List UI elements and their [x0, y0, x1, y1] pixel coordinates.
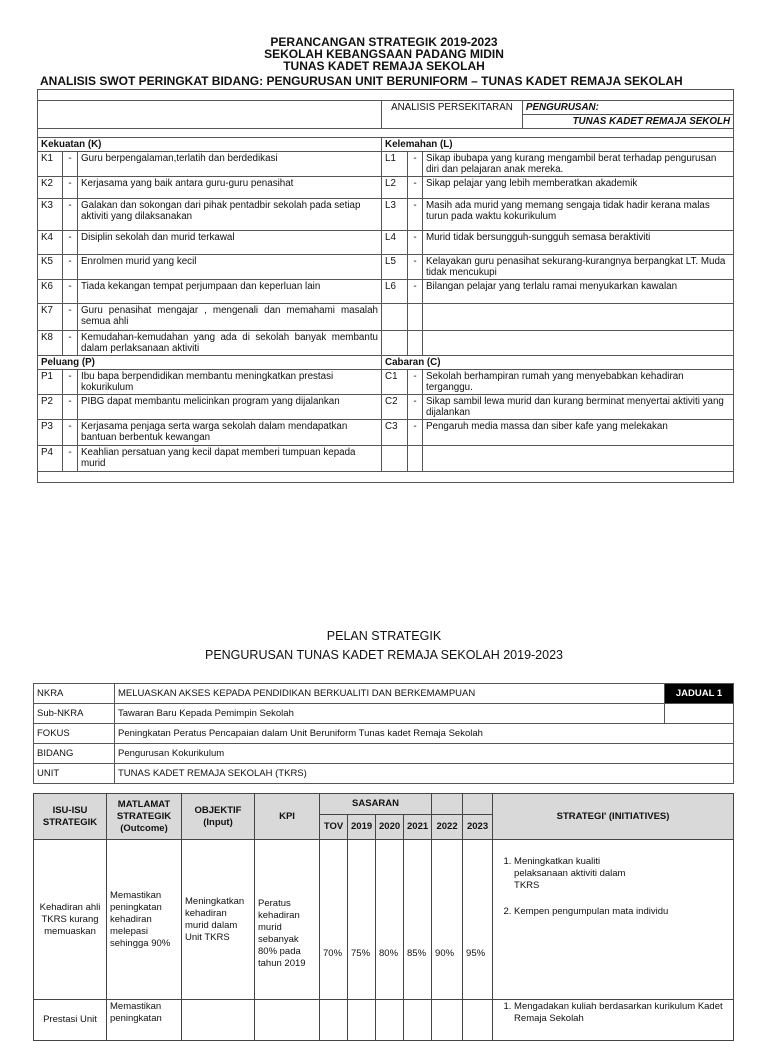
pelan-title: PELAN STRATEGIK	[326, 629, 442, 643]
swot-text: Kerjasama yang baik antara guru-guru penasihat	[78, 177, 382, 199]
kekuatan-title: Kekuatan (K)	[38, 138, 382, 152]
peluang-title: Peluang (P)	[38, 356, 382, 370]
strategi-item: 1. Meningkatkan kualiti pelaksanaan aktiviti dalam TKRS	[514, 856, 634, 892]
swot-table: ANALISIS PERSEKITARAN PENGURUSAN: TUNAS KADET REMAJA SEKOLH Kekuatan (K) Kelemahan (L) K1 - Guru berpengalaman,terlatih dan berdedikasi L1 - Sikap ibubapa yang kurang mengambil berat terhadap pengurusan diri dan pelajaran anak mereka. K2 - Kerjasama yang baik antara guru-guru penasihat L2 - Sikap pelajar yang lebih memberatkan akademik K3 - Galakan dan sokongan dari pihak pentadbir sekolah pada setiap aktiviti yang dilaksanakan L3 - Masih ada murid yang memang sengaja tidak hadir kerana malas turun pada waktu kokurikulum K4 - Disiplin sekolah dan murid terkawal L4 - Murid tidak bersungguh-sungguh semasa beraktiviti K5 - Enrolmen murid yang kecil L5 - Kelayakan guru penasihat sekurang-kurangnya berpangkat LT. Muda tidak mencukupi K6 - Tiada kekangan tempat perjumpaan dan keperluan lain L6 - Bilangan pelajar yang terlalu ramai menyukarkan kawalan K7 - Guru penasihat mengajar , mengenali dan memahami masalah semua ahli K8 - Kemudahan-kemudahan yang ada di sekolah banyak membantu dalam perlaksanaan aktiviti Peluang (P) Cabaran (C) P1 - Ibu bapa berpendidikan membantu meningkatkan prestasi kokurikulum C1 - Sekolah berhampiran rumah yang menyebabkan kehadiran terganggu. P2 - PIBG dapat membantu melicinkan program yang dijalankan C2 - Sikap sambil lewa murid dan kurang berminat menyertai aktiviti yang dijalankan P3 - Kerjasama penjaga serta warga sekolah dalam mendapatkan bantuan berbentuk kewangan C3 - Pengaruh media massa dan siber kafe yang melekakan P4 - Keahlian persatuan yang kecil dapat memberi tumpuan kepada murid	[37, 89, 734, 483]
swot-text: Kemudahan-kemudahan yang ada di sekolah banyak membantu dalam perlaksanaan aktiviti	[78, 331, 382, 356]
swot-text: Sekolah berhampiran rumah yang menyebabkan kehadiran terganggu.	[423, 370, 734, 395]
pengurusan-value: TUNAS KADET REMAJA SEKOLH	[522, 115, 733, 129]
swot-code: L2	[382, 177, 408, 199]
info-table	[33, 683, 734, 784]
year-col: 2023	[463, 815, 493, 840]
year-col: 2021	[404, 815, 432, 840]
swot-code: P3	[38, 420, 63, 446]
swot-text: Ibu bapa berpendidikan membantu meningkatkan prestasi kokurikulum	[78, 370, 382, 395]
plan-table	[33, 793, 734, 1041]
hdr-isu: ISU-ISU STRATEGIK	[34, 794, 107, 840]
swot-code: K5	[38, 255, 63, 280]
swot-text: Tiada kekangan tempat perjumpaan dan keperluan lain	[78, 280, 382, 304]
swot-text: Pengaruh media massa dan siber kafe yang melekakan	[423, 420, 734, 446]
jadual-badge: JADUAL 1	[665, 684, 734, 704]
swot-code: C2	[382, 395, 408, 420]
swot-text: Keahlian persatuan yang kecil dapat memberi tumpuan kepada murid	[78, 446, 382, 472]
hdr-kpi: KPI	[255, 794, 320, 840]
info-row: BIDANG Pengurusan Kokurikulum	[34, 744, 734, 764]
pelan-subtitle: PENGURUSAN TUNAS KADET REMAJA SEKOLAH 2019-2023	[204, 648, 563, 662]
swot-code: K3	[38, 199, 63, 231]
hdr-strategi: STRATEGI' (INITIATIVES)	[493, 794, 734, 840]
swot-code: K2	[38, 177, 63, 199]
swot-code: L3	[382, 199, 408, 231]
info-row: UNIT TUNAS KADET REMAJA SEKOLAH (TKRS)	[34, 764, 734, 784]
hdr-objektif: OBJEKTIF (Input)	[182, 794, 255, 840]
hdr-matlamat: MATLAMAT STRATEGIK (Outcome)	[107, 794, 182, 840]
kelemahan-title: Kelemahan (L)	[382, 138, 734, 152]
swot-code: P2	[38, 395, 63, 420]
doc-title-line4: ANALISIS SWOT PERINGKAT BIDANG: PENGURUSAN UNIT BERUNIFORM – TUNAS KADET REMAJA SEKOLAH	[40, 74, 683, 88]
swot-text: Galakan dan sokongan dari pihak pentadbir sekolah pada setiap aktiviti yang dilaksanakan	[78, 199, 382, 231]
plan-row: Prestasi Unit Memastikan peningkatan 1. Mengadakan kuliah berdasarkan kurikulum Kadet Remaja Sekolah	[34, 1000, 734, 1041]
pengurusan-label: PENGURUSAN:	[525, 102, 599, 113]
swot-code: K7	[38, 304, 63, 331]
info-row: NKRA MELUASKAN AKSES KEPADA PENDIDIKAN BERKUALITI DAN BERKEMAMPUAN JADUAL 1	[34, 684, 734, 704]
swot-code: K4	[38, 231, 63, 255]
analisis-label: ANALISIS PERSEKITARAN	[382, 101, 522, 115]
plan-row: Kehadiran ahli TKRS kurang memuaskan Memastikan peningkatan kehadiran melepasi sehingga 90% Meningkatkan kehadiran murid dalam Unit TKRS Peratus kehadiran murid sebanyak 80% pada tahun 2019 70% 75% 80% 85% 90% 95% 1. Meningkatkan kualiti pelaksanaan aktiviti dalam TKRS 2. Kempen pengumpulan mata individu	[34, 840, 734, 1000]
swot-text: Sikap pelajar yang lebih memberatkan akademik	[423, 177, 734, 199]
year-col: TOV	[320, 815, 348, 840]
strategi-item: 2. Kempen pengumpulan mata individu	[514, 906, 730, 918]
swot-text: Disiplin sekolah dan murid terkawal	[78, 231, 382, 255]
swot-code: K8	[38, 331, 63, 356]
swot-text: Guru berpengalaman,terlatih dan berdedikasi	[78, 152, 382, 177]
swot-code: L5	[382, 255, 408, 280]
swot-code: P4	[38, 446, 63, 472]
swot-text: Kelayakan guru penasihat sekurang-kurangnya berpangkat LT. Muda tidak mencukupi	[423, 255, 734, 280]
hdr-sasaran: SASARAN	[320, 794, 432, 815]
swot-code: C3	[382, 420, 408, 446]
year-col: 2019	[348, 815, 376, 840]
year-col: 2020	[376, 815, 404, 840]
swot-text: Sikap ibubapa yang kurang mengambil berat terhadap pengurusan diri dan pelajaran anak mereka.	[423, 152, 734, 177]
swot-code: K1	[38, 152, 63, 177]
doc-title-line3: TUNAS KADET REMAJA SEKOLAH	[283, 59, 485, 73]
swot-code: P1	[38, 370, 63, 395]
doc-title-line2: SEKOLAH KEBANGSAAN PADANG MIDIN	[264, 47, 504, 61]
info-row: FOKUS Peningkatan Peratus Pencapaian dalam Unit Beruniform Tunas kadet Remaja Sekolah	[34, 724, 734, 744]
doc-title-line1: PERANCANGAN STRATEGIK 2019-2023	[270, 35, 498, 49]
cabaran-title: Cabaran (C)	[382, 356, 734, 370]
swot-text: Kerjasama penjaga serta warga sekolah dalam mendapatkan bantuan berbentuk kewangan	[78, 420, 382, 446]
swot-code: L4	[382, 231, 408, 255]
swot-code: C1	[382, 370, 408, 395]
swot-text: Murid tidak bersungguh-sungguh semasa beraktiviti	[423, 231, 734, 255]
swot-code: L6	[382, 280, 408, 304]
year-col: 2022	[432, 815, 463, 840]
swot-code: L1	[382, 152, 408, 177]
swot-text: Enrolmen murid yang kecil	[78, 255, 382, 280]
swot-text: Sikap sambil lewa murid dan kurang berminat menyertai aktiviti yang dijalankan	[423, 395, 734, 420]
swot-text: Masih ada murid yang memang sengaja tidak hadir kerana malas turun pada waktu kokurikulum	[423, 199, 734, 231]
info-row: Sub-NKRA Tawaran Baru Kepada Pemimpin Sekolah	[34, 704, 734, 724]
swot-text: Bilangan pelajar yang terlalu ramai menyukarkan kawalan	[423, 280, 734, 304]
swot-text: PIBG dapat membantu melicinkan program yang dijalankan	[78, 395, 382, 420]
swot-text: Guru penasihat mengajar , mengenali dan memahami masalah semua ahli	[78, 304, 382, 331]
swot-code: K6	[38, 280, 63, 304]
strategi-item: 1. Mengadakan kuliah berdasarkan kurikulum Kadet Remaja Sekolah	[514, 1001, 730, 1025]
